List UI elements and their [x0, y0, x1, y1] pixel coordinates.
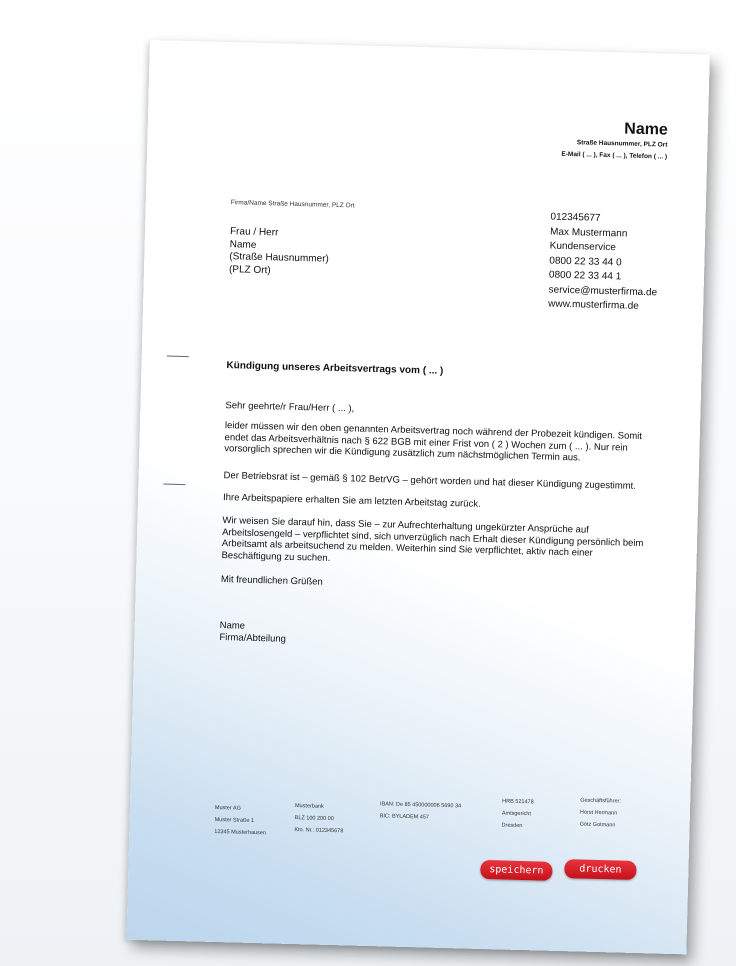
recipient-address [229, 226, 330, 279]
footer-line: Dresden [501, 822, 523, 830]
footer-line: Horst Hermann [579, 809, 618, 817]
footer-line: Geschäftsführer: [580, 797, 621, 805]
print-button[interactable]: drucken [564, 859, 636, 880]
letter-subject: Kündigung unseres Arbeitsvertrags vom ( ... ) [226, 360, 444, 377]
sender-contact: E-Mail ( ... ), Fax ( ... ), Telefon ( ... ) [561, 150, 668, 161]
footer-register [501, 795, 533, 832]
sender-name: Name [624, 120, 669, 139]
footer-line: Muster AG [214, 804, 241, 812]
paragraph: leider müssen wir den oben genannten Arbeitsvertrag noch während der Probezeit kündigen. Somit endet das Arbeitsverhältnis nach § 622 BGB mit einer Frist von ( 2 ) Wochen zum ( ... ). Nur rein vorsorglich sprechen wir die Kündigung zusätzlich zum nächstmöglichen Termin aus. [224, 420, 643, 464]
recipient-line: (PLZ Ort) [228, 263, 271, 276]
footer-line: Götz Gotmann [579, 821, 616, 829]
recipient-line: Name [229, 238, 257, 251]
sender-address: Straße Hausnummer, PLZ Ort [576, 139, 668, 149]
footer-company [214, 802, 267, 839]
contact-department: Kundenservice [549, 240, 617, 254]
recipient-line: (Straße Hausnummer) [229, 251, 329, 265]
fold-mark [163, 484, 185, 486]
recipient-line: Frau / Herr [229, 226, 279, 239]
signature [219, 620, 649, 654]
paragraph: Wir weisen Sie darauf hin, dass Sie – zur Aufrechterhaltung ungekürzter Ansprüche auf Arbeitslosengeld – verpflichtet sind, sich unverzüglich nach Erhalt dieser Kündigung persönlich beim Arbeitsamt als arbeitsuchend zu melden. Weiterhin sind Sie verpflichtet, aktiv nach einer Beschäftigung zu suchen. [221, 515, 644, 564]
footer-line: Musterbank [294, 803, 324, 810]
reference-number: 012345677 [550, 211, 601, 224]
contact-fax: 0800 22 33 44 1 [548, 269, 622, 283]
contact-phone: 0800 22 33 44 0 [549, 255, 622, 268]
footer-line: 12345 Musterhausen [214, 828, 267, 837]
footer-iban [380, 798, 462, 824]
salutation: Sehr geehrte/r Frau/Herr ( ... ), [225, 400, 355, 415]
paragraph: Der Betriebsrat ist – gemäß § 102 BetrVG – gehört worden und hat dieser Kündigung zugestimmt. [223, 470, 637, 492]
footer-line: Kto. Nr.: 012345678 [294, 827, 344, 835]
contact-website: www.musterfirma.de [548, 298, 639, 312]
save-button[interactable]: speichern [480, 860, 552, 881]
contact-person: Max Mustermann [549, 226, 628, 240]
signature-department: Firma/Abteilung [219, 631, 287, 645]
contact-block [548, 211, 659, 315]
letter-sheet [126, 40, 709, 954]
footer-line: BLZ 100 200 00 [294, 815, 334, 823]
footer-line: BIC: BYLADEM 457 [379, 813, 430, 821]
footer-line: HRB 521478 [502, 798, 534, 806]
closing: Mit freundlichen Grüßen [220, 574, 323, 588]
letter-page [126, 40, 709, 954]
footer-bank [294, 800, 344, 837]
paragraph: Ihre Arbeitspapiere erhalten Sie am letzten Arbeitstag zurück. [222, 492, 481, 510]
signature-name: Name [219, 620, 246, 632]
footer-line: IBAN: De 85 450000006 5690 34 [379, 801, 462, 810]
footer-line: Amtsgericht [501, 810, 531, 818]
footer-management [579, 795, 621, 832]
footer-line: Muster Straße 1 [214, 816, 255, 824]
return-address: Firma/Name Straße Hausnummer, PLZ Ort [230, 199, 355, 210]
contact-email: service@musterfirma.de [548, 284, 658, 298]
fold-mark [167, 356, 189, 358]
